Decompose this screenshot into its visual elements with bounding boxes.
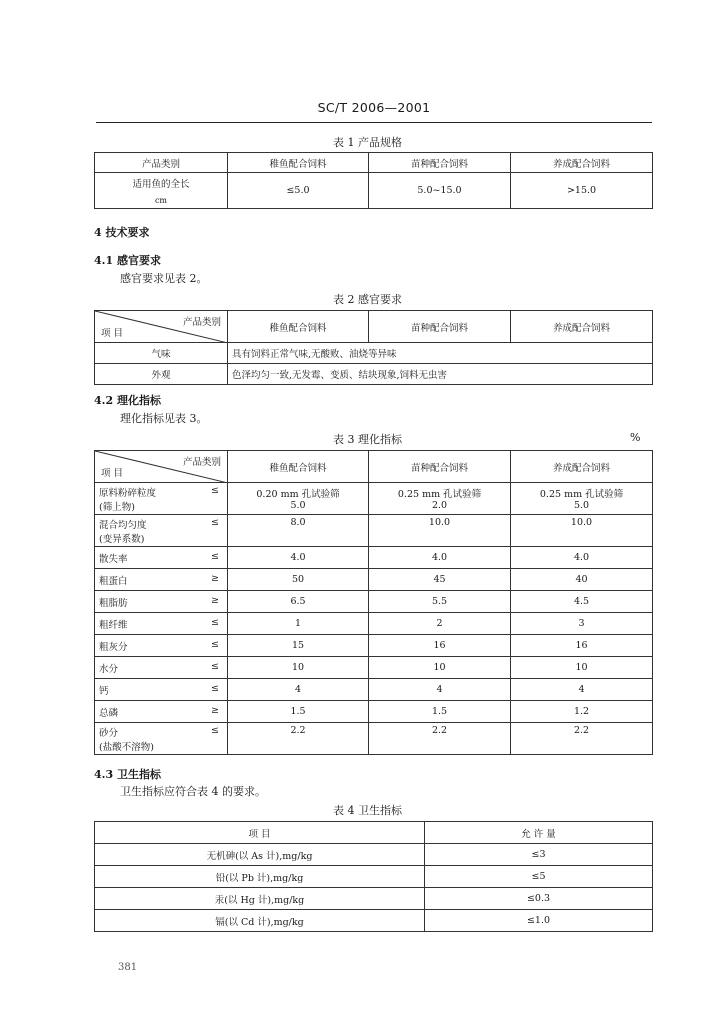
table3-cell: 10 — [511, 657, 653, 679]
table3-symbol: ≤ — [211, 485, 219, 496]
table3-header-col1: 稚鱼配合饲料 — [228, 451, 369, 483]
table3-corner-top: 产品类别 — [182, 457, 221, 468]
table3-header-col3: 养成配合饲料 — [511, 451, 653, 483]
table4-row — [95, 910, 653, 932]
table3-cell: 2.2 — [369, 723, 511, 755]
table3-cell: 15 — [228, 635, 369, 657]
table3-item: 粗脂肪 — [99, 597, 128, 609]
table3-cell: 8.0 — [228, 515, 369, 547]
table4 — [94, 821, 653, 932]
table3-item: 砂分 — [99, 727, 119, 739]
table3-cell: 5.5 — [369, 591, 511, 613]
table3-item-note: (筛上物) — [99, 501, 135, 513]
table3-row — [95, 547, 653, 569]
table3-cell: 1.2 — [511, 701, 653, 723]
table3-cell-spec: 0.25 mm 孔试验筛 — [397, 489, 482, 500]
table1-cell: ≤5.0 — [228, 173, 369, 209]
table3-caption: 表 3 理化指标 — [333, 433, 402, 446]
table3-item: 总磷 — [99, 707, 119, 719]
table3-item-cell — [95, 547, 228, 569]
table2-item: 外观 — [95, 364, 228, 385]
table3-row — [95, 679, 653, 701]
table2-item: 气味 — [95, 343, 228, 364]
table3-row — [95, 569, 653, 591]
table3-item-note: (盐酸不溶物) — [99, 741, 154, 753]
table3-row — [95, 613, 653, 635]
table3-unit: % — [630, 431, 641, 444]
table3-item: 散失率 — [99, 553, 128, 565]
table4-value: ≤0.3 — [425, 888, 653, 910]
table3-row — [95, 591, 653, 613]
table3-cell: 2 — [369, 613, 511, 635]
table1-header-category: 产品类别 — [95, 153, 228, 173]
table3-cell: 4.0 — [228, 547, 369, 569]
section-4-1-text: 感官要求见表 2。 — [120, 272, 208, 285]
table4-value: ≤5 — [425, 866, 653, 888]
table4-header-value: 允 许 量 — [425, 822, 653, 844]
table3-cell: 50 — [228, 569, 369, 591]
table3-symbol: ≤ — [211, 616, 219, 628]
table1-caption: 表 1 产品规格 — [333, 136, 402, 149]
section-4-title: 4 技术要求 — [94, 226, 150, 239]
table4-item: 镉(以 Cd 计),mg/kg — [95, 910, 425, 932]
table3-cell: 6.5 — [228, 591, 369, 613]
table3-item: 粗纤维 — [99, 619, 128, 631]
table4-item: 汞(以 Hg 计),mg/kg — [95, 888, 425, 910]
table4-row — [95, 844, 653, 866]
table1-row-label — [95, 173, 228, 209]
table3-cell: 10 — [369, 657, 511, 679]
table3-item-cell — [95, 613, 228, 635]
table2-corner-bottom: 项 目 — [101, 328, 124, 339]
table3-cell-value: 5.0 — [573, 500, 590, 511]
table3-cell: 10.0 — [511, 515, 653, 547]
section-4-3-text: 卫生指标应符合表 4 的要求。 — [120, 785, 266, 798]
table1-cell: >15.0 — [511, 173, 653, 209]
table3-item: 钙 — [99, 685, 109, 697]
table3-cell — [228, 483, 369, 515]
table3-cell: 16 — [369, 635, 511, 657]
page-number: 381 — [118, 962, 138, 973]
table3-row — [95, 483, 653, 515]
table4-row — [95, 866, 653, 888]
section-4-1-title: 4.1 感官要求 — [94, 254, 161, 267]
table3-symbol: ≤ — [211, 725, 219, 736]
table3-item-cell — [95, 679, 228, 701]
table3-cell-value: 5.0 — [290, 500, 306, 511]
table3-cell: 1.5 — [369, 701, 511, 723]
table3-item-cell — [95, 723, 228, 755]
table3-item: 粗蛋白 — [99, 575, 128, 587]
table2 — [94, 310, 653, 385]
table3-header-col2: 苗种配合饲料 — [369, 451, 511, 483]
table3-symbol: ≤ — [211, 517, 219, 528]
table3-cell: 1.5 — [228, 701, 369, 723]
table1-cell: 5.0~15.0 — [369, 173, 511, 209]
table4-row — [95, 888, 653, 910]
table3-row — [95, 701, 653, 723]
table1-row-label-text: 适用鱼的全长 — [132, 179, 190, 190]
table3-row — [95, 635, 653, 657]
table3-cell: 4.5 — [511, 591, 653, 613]
table1-row-unit: cm — [154, 196, 168, 205]
table3-cell: 2.2 — [228, 723, 369, 755]
table3-cell: 4 — [511, 679, 653, 701]
table4-value: ≤1.0 — [425, 910, 653, 932]
table3-item-cell — [95, 483, 228, 515]
section-4-2-title: 4.2 理化指标 — [94, 394, 161, 407]
table3-item-cell — [95, 657, 228, 679]
table1-header-col2: 苗种配合饲料 — [369, 153, 511, 173]
table3-cell: 2.2 — [511, 723, 653, 755]
table3-symbol: ≥ — [211, 704, 219, 716]
table2-text: 色泽均匀一致,无发霉、变质、结块现象,饲料无虫害 — [228, 364, 653, 385]
table3-cell: 16 — [511, 635, 653, 657]
table3-item-cell — [95, 635, 228, 657]
table3-cell: 3 — [511, 613, 653, 635]
table3-symbol: ≤ — [211, 550, 219, 562]
table2-corner-top: 产品类别 — [182, 317, 221, 328]
table2-header-col2: 苗种配合饲料 — [369, 311, 511, 343]
table3-item: 粗灰分 — [99, 641, 128, 653]
table3-symbol: ≤ — [211, 660, 219, 672]
table4-caption: 表 4 卫生指标 — [333, 804, 402, 817]
table3-cell: 4.0 — [369, 547, 511, 569]
table3-row — [95, 657, 653, 679]
table3-cell: 4 — [228, 679, 369, 701]
table3-cell — [369, 483, 511, 515]
table3-cell: 10 — [228, 657, 369, 679]
table3-item-cell — [95, 515, 228, 547]
table3-symbol: ≥ — [211, 572, 219, 584]
table3-cell — [511, 483, 653, 515]
table4-header-item: 项 目 — [95, 822, 425, 844]
table3-symbol: ≥ — [211, 594, 219, 606]
table3-row — [95, 723, 653, 755]
table3-cell: 4 — [369, 679, 511, 701]
table2-header-col1: 稚鱼配合饲料 — [228, 311, 369, 343]
section-4-2-text: 理化指标见表 3。 — [120, 412, 208, 425]
table3-item: 混合均匀度 — [99, 519, 147, 531]
table1-header-col3: 养成配合饲料 — [511, 153, 653, 173]
table3-cell-value: 2.0 — [431, 500, 448, 511]
table3-cell: 40 — [511, 569, 653, 591]
table1 — [94, 152, 653, 209]
table3-cell: 45 — [369, 569, 511, 591]
table3-item: 水分 — [99, 663, 119, 675]
table3-cell-spec: 0.25 mm 孔试验筛 — [539, 489, 624, 500]
table2-text: 具有饲料正常气味,无酸败、油烧等异味 — [228, 343, 653, 364]
table3-cell-spec: 0.20 mm 孔试验筛 — [256, 489, 340, 500]
table3-corner-cell — [95, 451, 228, 483]
table1-header-col1: 稚鱼配合饲料 — [228, 153, 369, 173]
table4-item: 无机砷(以 As 计),mg/kg — [95, 844, 425, 866]
table2-caption: 表 2 感官要求 — [333, 293, 402, 306]
section-4-3-title: 4.3 卫生指标 — [94, 768, 161, 781]
table3-symbol: ≤ — [211, 682, 219, 694]
table3-row — [95, 515, 653, 547]
standard-code: SC/T 2006—2001 — [317, 100, 431, 115]
table3-item: 原料粉碎粒度 — [99, 487, 157, 499]
table3-corner-bottom: 项 目 — [101, 468, 124, 479]
table2-corner-cell — [95, 311, 228, 343]
table3-item-cell — [95, 701, 228, 723]
table4-item: 铅(以 Pb 计),mg/kg — [95, 866, 425, 888]
table3-symbol: ≤ — [211, 638, 219, 650]
table3-item-cell — [95, 591, 228, 613]
table3-item-cell — [95, 569, 228, 591]
table3-item-note: (变异系数) — [99, 533, 145, 545]
table3 — [94, 450, 653, 755]
table3-cell: 1 — [228, 613, 369, 635]
page-header — [96, 100, 652, 123]
table4-value: ≤3 — [425, 844, 653, 866]
table3-cell: 4.0 — [511, 547, 653, 569]
table3-cell: 10.0 — [369, 515, 511, 547]
table2-header-col3: 养成配合饲料 — [511, 311, 653, 343]
